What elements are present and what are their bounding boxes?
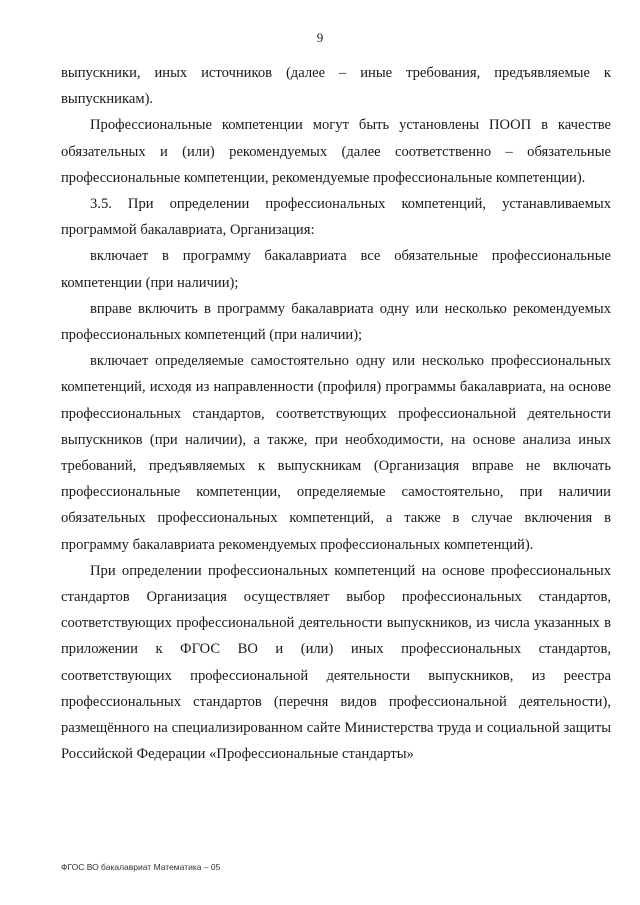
- document-body: [61, 60, 611, 767]
- paragraph-may-include-recommended: вправе включить в программу бакалавриата одну или несколько рекомендуемых профессиональных компетенций (при наличии);: [61, 300, 611, 344]
- paragraph-continuation: выпускники, иных источников (далее – иные требования, предъявляемые к выпускникам).: [61, 65, 611, 108]
- document-footer: ФГОС ВО бакалавриат Математика – 05: [61, 862, 221, 872]
- paragraph-includes-self-defined: включает определяемые самостоятельно одну или несколько профессиональных компетенций, исходя из направленности (профиля) программы бакалавриата, на основе профессиональных стандартов, соответствующих профессиональной деятельности выпускников (при наличии), а также, при необходимости, на основе анализа иных требований, предъявляемых к выпускникам (Организация вправе не включать профессиональные компетенции, определяемые самостоятельно, при наличии обязательных профессиональных компетенций, а также в случае включения в программу бакалавриата рекомендуемых профессиональных компетенций).: [61, 353, 611, 553]
- paragraph-professional-standards: При определении профессиональных компетенций на основе профессиональных стандартов Организация осуществляет выбор профессиональных стандартов, соответствующих профессиональной деятельности выпускников, из числа указанных в приложении к ФГОС ВО и (или) иных профессиональных стандартов, соответствующих профессиональной деятельности выпускников, из реестра профессиональных стандартов (перечня видов профессиональной деятельности), размещённого на специализированном сайте Министерства труда и социальной защиты Российской Федерации «Профессиональные стандарты»: [61, 562, 611, 763]
- paragraph-includes-mandatory: включает в программу бакалавриата все обязательные профессиональные компетенции (при наличии);: [61, 248, 611, 291]
- paragraph-professional-competencies: Профессиональные компетенции могут быть установлены ПООП в качестве обязательных и (или) рекомендуемых (далее соответственно – обязательные профессиональные компетенции, рекомендуемые профессиональные компетенции).: [61, 117, 611, 186]
- paragraph-section-3-5: 3.5. При определении профессиональных компетенций, устанавливаемых программой бакалавриата, Организация:: [61, 196, 611, 239]
- page-number: 9: [316, 30, 324, 45]
